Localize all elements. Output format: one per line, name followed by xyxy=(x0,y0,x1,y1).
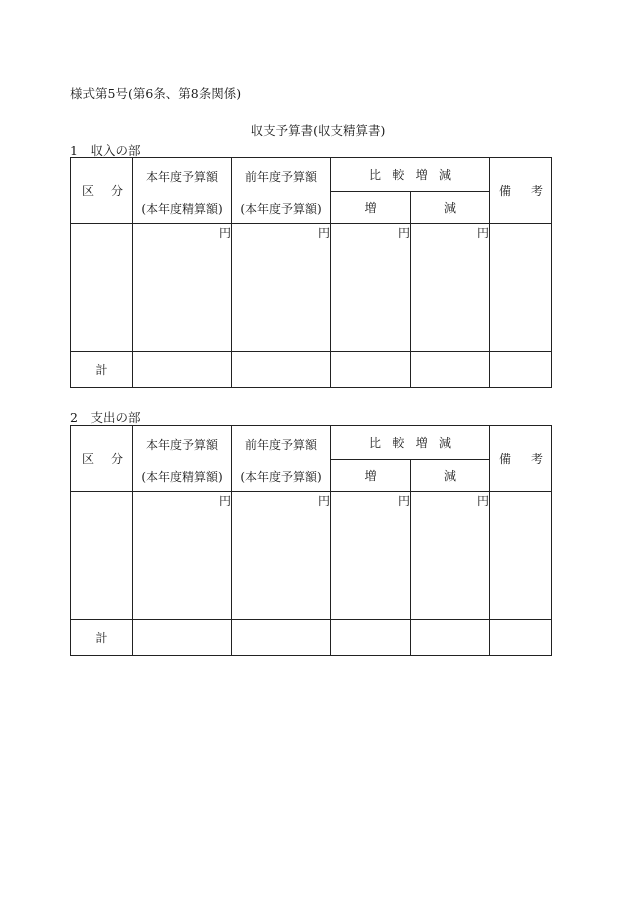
total-label: 計 xyxy=(71,352,133,388)
total-remarks-cell xyxy=(490,352,552,388)
expense-section-title: 2 支出の部 xyxy=(70,410,141,425)
comparison-header: 比 較 増 減 xyxy=(331,158,490,192)
total-increase-cell xyxy=(331,620,411,656)
previous-budget-header: 前年度予算額 (本年度予算額) xyxy=(232,158,331,224)
income-section-title: 1 収入の部 xyxy=(70,143,141,158)
total-current-cell xyxy=(133,620,232,656)
remarks-cell xyxy=(490,224,552,352)
previous-yen-unit: 円 xyxy=(232,492,331,620)
current-budget-header: 本年度予算額 (本年度精算額) xyxy=(133,426,232,492)
current-yen-unit: 円 xyxy=(133,224,232,352)
remarks-cell xyxy=(490,492,552,620)
increase-yen-unit: 円 xyxy=(331,492,411,620)
category-cell xyxy=(71,224,133,352)
total-current-cell xyxy=(133,352,232,388)
increase-header: 増 xyxy=(331,460,411,492)
total-previous-cell xyxy=(232,352,331,388)
total-increase-cell xyxy=(331,352,411,388)
total-remarks-cell xyxy=(490,620,552,656)
increase-header: 増 xyxy=(331,192,411,224)
decrease-yen-unit: 円 xyxy=(411,224,490,352)
current-yen-unit: 円 xyxy=(133,492,232,620)
decrease-header: 減 xyxy=(411,192,490,224)
category-header: 区 分 xyxy=(71,158,133,224)
current-budget-header: 本年度予算額 (本年度精算額) xyxy=(133,158,232,224)
decrease-yen-unit: 円 xyxy=(411,492,490,620)
document-title: 収支予算書(収支精算書) xyxy=(250,123,386,138)
total-decrease-cell xyxy=(411,620,490,656)
expense-table xyxy=(70,425,552,656)
total-decrease-cell xyxy=(411,352,490,388)
comparison-header: 比 較 増 減 xyxy=(331,426,490,460)
remarks-header: 備 考 xyxy=(490,158,552,224)
previous-budget-header: 前年度予算額 (本年度予算額) xyxy=(232,426,331,492)
remarks-header: 備 考 xyxy=(490,426,552,492)
decrease-header: 減 xyxy=(411,460,490,492)
total-label: 計 xyxy=(71,620,133,656)
previous-yen-unit: 円 xyxy=(232,224,331,352)
increase-yen-unit: 円 xyxy=(331,224,411,352)
income-table xyxy=(70,157,552,388)
total-previous-cell xyxy=(232,620,331,656)
form-number-label: 様式第5号(第6条、第8条関係) xyxy=(70,86,242,101)
category-header: 区 分 xyxy=(71,426,133,492)
category-cell xyxy=(71,492,133,620)
